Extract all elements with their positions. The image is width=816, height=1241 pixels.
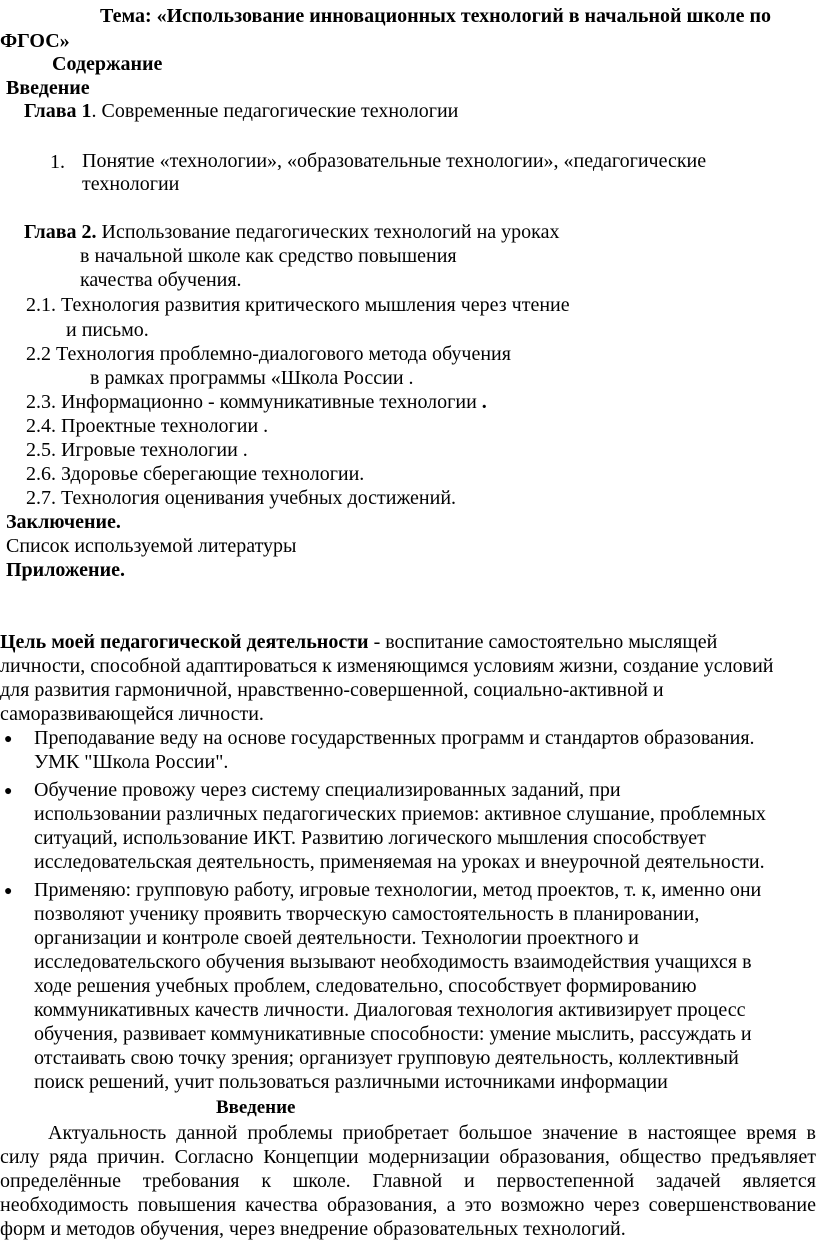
bullet-1-line-1: Преподавание веду на основе государственных программ и стандартов образования.	[34, 727, 755, 749]
toc-section-2-4: 2.4. Проектные технологии .	[26, 415, 269, 437]
toc-section-2-2-cont: в рамках программы «Школа России .	[90, 367, 414, 389]
bullet-3-line-7: обучения, развивает коммуникативные способности: умение мыслить, рассуждать и	[34, 1023, 752, 1045]
goal-line-3: для развития гармоничной, нравственно-совершенной, социально-активной и	[0, 679, 664, 701]
toc-chapter-2-line-3: качества обучения.	[80, 269, 242, 291]
intro-line-4: необходимость повышения качества образования, а это возможно через совершенствование	[0, 1194, 816, 1216]
bullet-3-line-8: отстаивать свою точку зрения; организует групповую деятельность, коллективный	[34, 1047, 739, 1069]
intro-line-1: Актуальность данной проблемы приобретает большое значение в настоящее время в	[48, 1122, 816, 1144]
bullet-2-line-4: исследовательская деятельность, применяемая на уроках и внеурочной деятельности.	[34, 851, 765, 873]
toc-chapter-1: Глава 1. Современные педагогические технологии	[24, 100, 459, 122]
toc-chapter-2-line-2: в начальной школе как средство повышения	[80, 245, 457, 267]
toc-section-2-5: 2.5. Игровые технологии .	[26, 439, 248, 461]
bullet-2-marker: ●	[4, 784, 13, 799]
goal-line-2: личности, способной адаптироваться к изменяющимся условиям жизни, создание условий	[0, 655, 774, 677]
intro-heading: Введение	[216, 1097, 296, 1118]
toc-item-1-number: 1.	[50, 151, 65, 173]
toc-section-2-1-cont: и письмо.	[66, 319, 149, 341]
toc-item-1-line-1: Понятие «технологии», «образовательные технологии», «педагогические	[82, 150, 707, 172]
bullet-2-line-1: Обучение провожу через систему специализированных заданий, при	[34, 779, 621, 801]
intro-line-5: форм и методов обучения, через внедрение образовательных технологий.	[0, 1218, 626, 1240]
bullet-3-line-3: организации и контроле своей деятельности. Технологии проектного и	[34, 927, 639, 949]
goal-line-4: саморазвивающейся личности.	[0, 703, 264, 725]
bullet-3-line-5: ходе решения учебных проблем, следовательно, способствует формированию	[34, 975, 697, 997]
document-title-line-1: Тема: «Использование инновационных технологий в начальной школе по	[100, 5, 772, 27]
bullet-1-line-2: УМК "Школа России".	[34, 751, 229, 773]
bullet-3-line-1: Применяю: групповую работу, игровые технологии, метод проектов, т. к, именно они	[34, 879, 762, 901]
bullet-3-line-2: позволяют ученику проявить творческую самостоятельность в планировании,	[34, 903, 700, 925]
toc-chapter-2: Глава 2. Использование педагогических технологий на уроках	[24, 221, 560, 243]
toc-section-2-1: 2.1. Технология развития критического мышления через чтение	[26, 294, 570, 316]
bullet-2-line-3: ситуаций, использование ИКТ. Развитию логического мышления способствует	[34, 827, 706, 849]
bullet-3-line-4: исследовательского обучения вызывают необходимость взаимодействия учащихся в	[34, 951, 752, 973]
intro-line-3: определённые требования к школе. Главной и первостепенной задачей является	[0, 1170, 816, 1192]
bullet-3-line-6: коммуникативных качеств личности. Диалоговая технология активизирует процесс	[34, 999, 746, 1021]
toc-intro: Введение	[6, 77, 90, 99]
bullet-3-marker: ●	[4, 884, 13, 899]
intro-line-2: силу ряда причин. Согласно Концепции модернизации образования, общество предъявляет	[0, 1146, 816, 1168]
toc-appendix: Приложение.	[6, 559, 125, 581]
bullet-1-marker: ●	[4, 732, 13, 747]
toc-conclusion: Заключение.	[6, 511, 121, 533]
bullet-2-line-2: использовании различных педагогических приемов: активное слушание, проблемных	[34, 803, 766, 825]
toc-heading: Содержание	[52, 53, 163, 75]
bullet-3-line-9: поиск решений, учит пользоваться различными источниками информации	[34, 1071, 668, 1093]
toc-item-1-line-2: технологии	[82, 173, 180, 195]
toc-section-2-7: 2.7. Технология оценивания учебных достижений.	[26, 487, 457, 509]
goal-line-1: Цель моей педагогической деятельности - воспитание самостоятельно мыслящей	[0, 631, 718, 653]
toc-literature: Список используемой литературы	[6, 535, 297, 557]
toc-section-2-2: 2.2 Технология проблемно-диалогового метода обучения	[26, 343, 511, 365]
document-title-line-2: ФГОС»	[0, 30, 70, 52]
toc-section-2-3: 2.3. Информационно - коммуникативные технологии .	[26, 391, 487, 413]
toc-section-2-6: 2.6. Здоровье сберегающие технологии.	[26, 463, 365, 485]
